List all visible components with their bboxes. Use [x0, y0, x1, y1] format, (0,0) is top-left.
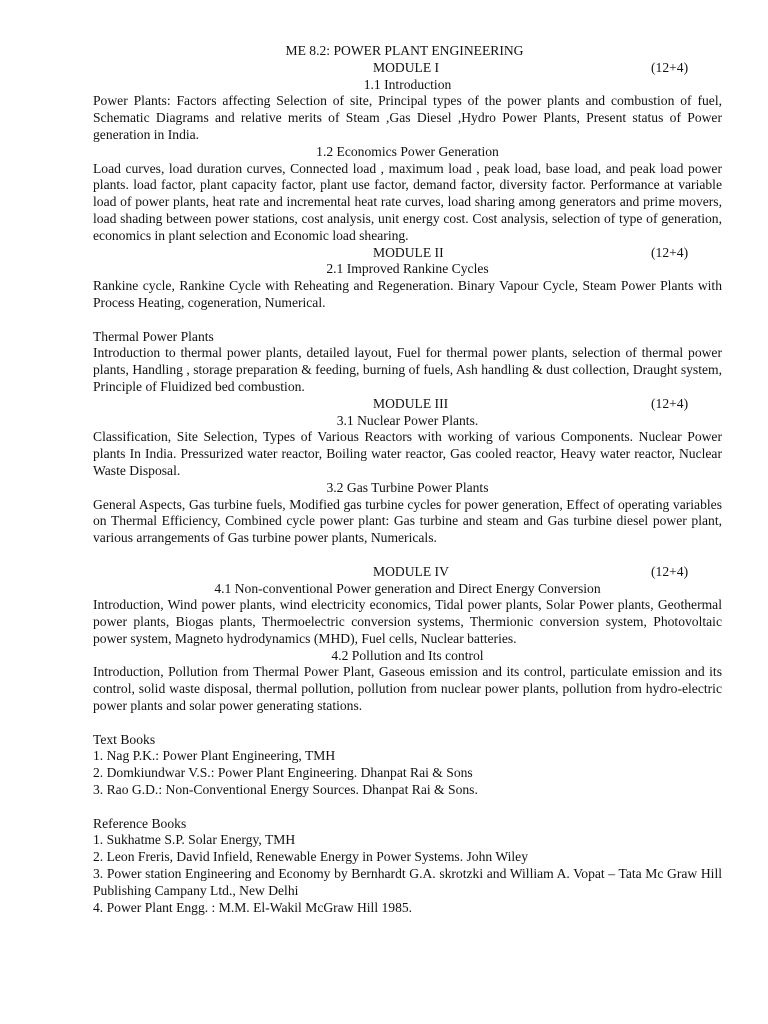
spacer [93, 312, 722, 329]
text-books-heading: Text Books [93, 731, 156, 747]
module-heading [93, 60, 722, 77]
section-title: 1.2 Economics Power Generation [316, 143, 499, 159]
spacer [93, 547, 722, 564]
reference-book-item: 4. Power Plant Engg. : M.M. El-Wakil McGraw Hill 1985. [93, 899, 413, 915]
section-text: General Aspects, Gas turbine fuels, Modified gas turbine cycles for power generation, Effect of operating variables on Thermal Efficiency, Combined cycle power plant: Gas turbine and steam and Gas turbine diesel power plant, various arrangements of Gas turbine power plants, Numericals. [93, 496, 722, 546]
section-title: 2.1 Improved Rankine Cycles [326, 261, 489, 277]
module-name: MODULE II [373, 244, 444, 260]
section-text: Introduction to thermal power plants, detailed layout, Fuel for thermal power plants, selection of thermal power plants, Handling , storage preparation & feeding, burning of fuels, Ash handling & dust collection, Draught system, Principle of Fluidized bed combustion. [93, 345, 722, 394]
section-title: 3.2 Gas Turbine Power Plants [326, 479, 489, 495]
module-heading [93, 245, 722, 262]
section-text: Rankine cycle, Rankine Cycle with Reheating and Regeneration. Binary Vapour Cycle, Steam Power Plants with Process Heating, cogeneration, Numerical. [93, 278, 722, 310]
section-title: 4.2 Pollution and Its control [331, 647, 484, 663]
section-text: Classification, Site Selection, Types of Various Reactors with working of various Components. Nuclear Power plants In India. Pressurized water reactor, Boiling water reactor, Gas cooled reactor, Heavy water reactor, Nuclear Waste Disposal. [93, 429, 722, 478]
section-text: Introduction, Wind power plants, wind electricity economics, Tidal power plants, Solar Power plants, Geothermal power plants, Biogas plants, Thermoelectric conversion systems, Thermionic conversion system, Photovoltaic power system, Magneto hydrodynamics (MHD), Fuel cells, Nuclear batteries. [93, 597, 722, 646]
module-name: MODULE III [373, 395, 449, 411]
module-hours: (12+4) [651, 563, 689, 579]
text-book-item: 3. Rao G.D.: Non-Conventional Energy Sources. Dhanpat Rai & Sons. [93, 782, 478, 798]
module-hours: (12+4) [651, 395, 689, 411]
section-text: Load curves, load duration curves, Connected load , maximum load , peak load, base load, and peak load power plants. load factor, plant capacity factor, plant use factor, demand factor, diversity factor. Performance at variable load of power plants, heat rate and incremental heat rate curves, load sharing among generators and prime movers, load shading between power stations, cost analysis, unit energy cost. Cost analysis, selection of type of generation, economics in plant selection and Economic load shearing. [93, 160, 722, 243]
spacer [93, 715, 722, 732]
section-text: Introduction, Pollution from Thermal Power Plant, Gaseous emission and its control, particulate emission and its control, solid waste disposal, thermal pollution, pollution from nuclear power plants, pollution from hydro-electric power plants and solar power generating stations. [93, 664, 722, 714]
module-hours: (12+4) [651, 59, 689, 75]
module-name: MODULE IV [373, 563, 449, 579]
course-title: ME 8.2: POWER PLANT ENGINEERING [285, 43, 524, 58]
section-text: Power Plants: Factors affecting Selection of site, Principal types of the power plants and combustion of fuel, Schematic Diagrams and relative merits of Steam ,Gas Diesel ,Hydro Power Plants, Present status of Power generation in India. [93, 93, 722, 142]
spacer [93, 799, 722, 816]
text-book-item: 1. Nag P.K.: Power Plant Engineering, TMH [93, 748, 336, 764]
section-title: 1.1 Introduction [363, 76, 452, 92]
reference-book-item: 1. Sukhatme S.P. Solar Energy, TMH [93, 832, 296, 848]
syllabus-page [93, 43, 722, 916]
module-heading [93, 564, 722, 581]
reference-book-item: 3. Power station Engineering and Economy by Bernhardt G.A. skrotzki and William A. Vopat – Tata Mc Graw Hill Publishing Campany Ltd., New Delhi [93, 866, 722, 898]
reference-book-item: 2. Leon Freris, David Infield, Renewable Energy in Power Systems. John Wiley [93, 849, 529, 865]
reference-books-heading: Reference Books [93, 815, 187, 831]
module-hours: (12+4) [651, 244, 689, 260]
section-title: Thermal Power Plants [93, 328, 214, 344]
section-title: 4.1 Non-conventional Power generation and Direct Energy Conversion [214, 580, 601, 596]
module-name: MODULE I [373, 59, 440, 75]
module-heading [93, 396, 722, 413]
section-title: 3.1 Nuclear Power Plants. [336, 412, 479, 428]
text-book-item: 2. Domkiundwar V.S.: Power Plant Engineering. Dhanpat Rai & Sons [93, 765, 473, 781]
